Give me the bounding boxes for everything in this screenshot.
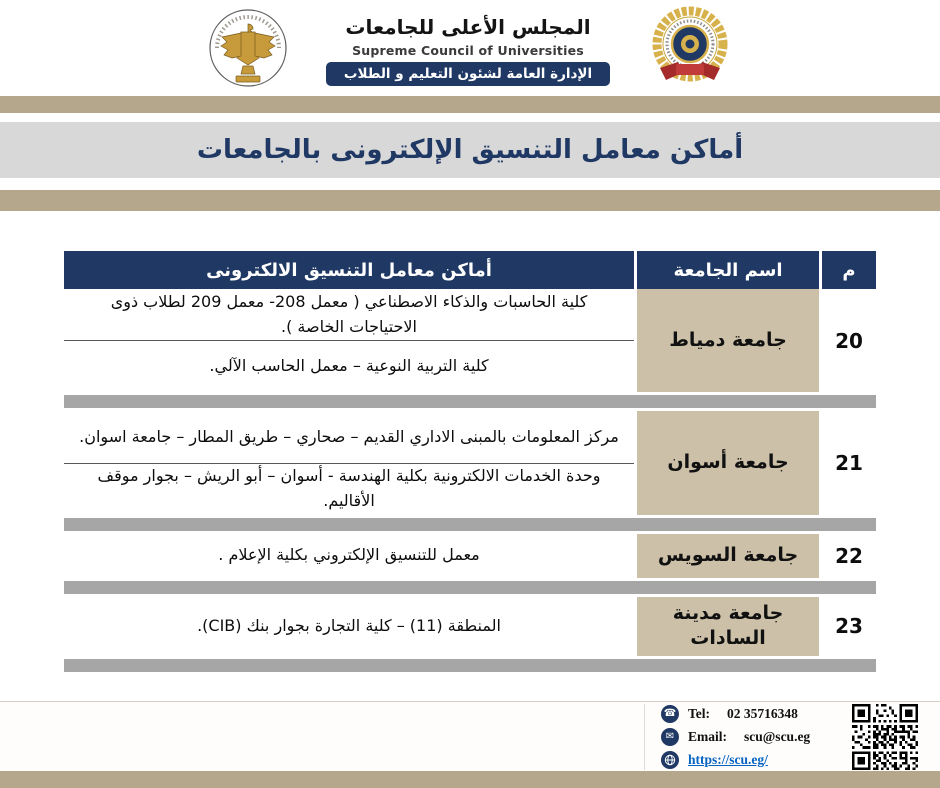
website-row <box>661 751 834 769</box>
row-number: 23 <box>822 597 876 656</box>
email-row <box>661 728 834 746</box>
tan-bar-bottom <box>0 771 940 788</box>
row-separator <box>64 395 876 408</box>
location-cell: كلية التربية النوعية – معمل الحاسب الآلي. <box>64 340 634 392</box>
table-row <box>64 597 876 656</box>
department-banner: الإدارة العامة لشئون التعليم و الطلاب <box>326 62 610 86</box>
locations-stack <box>64 289 634 392</box>
footer-contact-strip <box>0 701 940 771</box>
university-name: جامعة السويس <box>637 534 819 578</box>
footer <box>0 701 940 788</box>
phone-icon: ☎ <box>661 705 679 723</box>
table-header-row <box>64 251 876 289</box>
column-header-num: م <box>822 251 876 289</box>
location-cell: المنطقة (11) – كلية التجارة بجوار بنك (CIB). <box>197 616 501 636</box>
masthead <box>0 0 940 96</box>
location-cell: معمل للتنسيق الإلكتروني بكلية الإعلام . <box>218 545 480 565</box>
university-name: جامعة دمياط <box>637 289 819 392</box>
table-row <box>64 411 876 514</box>
page-title: أماكن معامل التنسيق الإلكترونى بالجامعات <box>196 135 744 165</box>
labs-table <box>64 251 876 672</box>
row-separator <box>64 581 876 594</box>
phone-row <box>661 705 834 723</box>
tel-label: Tel: <box>688 705 711 721</box>
locations-stack <box>64 597 634 656</box>
row-separator <box>64 518 876 531</box>
tan-bar-under-title <box>0 190 940 211</box>
location-cell: مركز المعلومات بالمبنى الاداري القديم – صحاري – طريق المطار – جامعة اسوان. <box>79 426 619 446</box>
contact-block <box>644 704 834 770</box>
tel-value: 02 35716348 <box>727 705 798 721</box>
website-link[interactable]: https://scu.eg/ <box>688 751 768 767</box>
university-name: جامعة أسوان <box>637 411 819 514</box>
row-separator <box>64 659 876 672</box>
scu-seal-logo <box>648 6 732 94</box>
row-number: 20 <box>822 289 876 392</box>
egypt-eagle-logo <box>208 5 288 95</box>
email-label: Email: <box>688 728 727 744</box>
email-value: scu@scu.eg <box>744 728 811 744</box>
column-header-locations: أماكن معامل التنسيق الالكترونى <box>64 251 634 289</box>
university-name: جامعة مدينة السادات <box>637 597 819 656</box>
locations-stack <box>64 534 634 578</box>
location-cell: كلية الحاسبات والذكاء الاصطناعي ( معمل 208- معمل 209 لطلاب ذوى الاحتياجات الخاصة ). <box>110 291 588 336</box>
table-row <box>64 289 876 392</box>
qr-code <box>852 704 918 770</box>
org-name-arabic: المجلس الأعلى للجامعات <box>345 14 591 39</box>
tan-bar-top <box>0 96 940 113</box>
table-row <box>64 534 876 578</box>
row-number: 21 <box>822 411 876 514</box>
row-number: 22 <box>822 534 876 578</box>
globe-icon <box>661 751 679 769</box>
org-name-english: Supreme Council of Universities <box>352 42 584 58</box>
organization-titles <box>326 15 610 86</box>
title-banner <box>0 122 940 178</box>
email-icon: ✉ <box>661 728 679 746</box>
column-header-university: اسم الجامعة <box>637 251 819 289</box>
locations-stack <box>64 411 634 514</box>
location-cell: وحدة الخدمات الالكترونية بكلية الهندسة - أسوان – أبو الريش – بجوار موقف الأقاليم. <box>64 463 634 515</box>
